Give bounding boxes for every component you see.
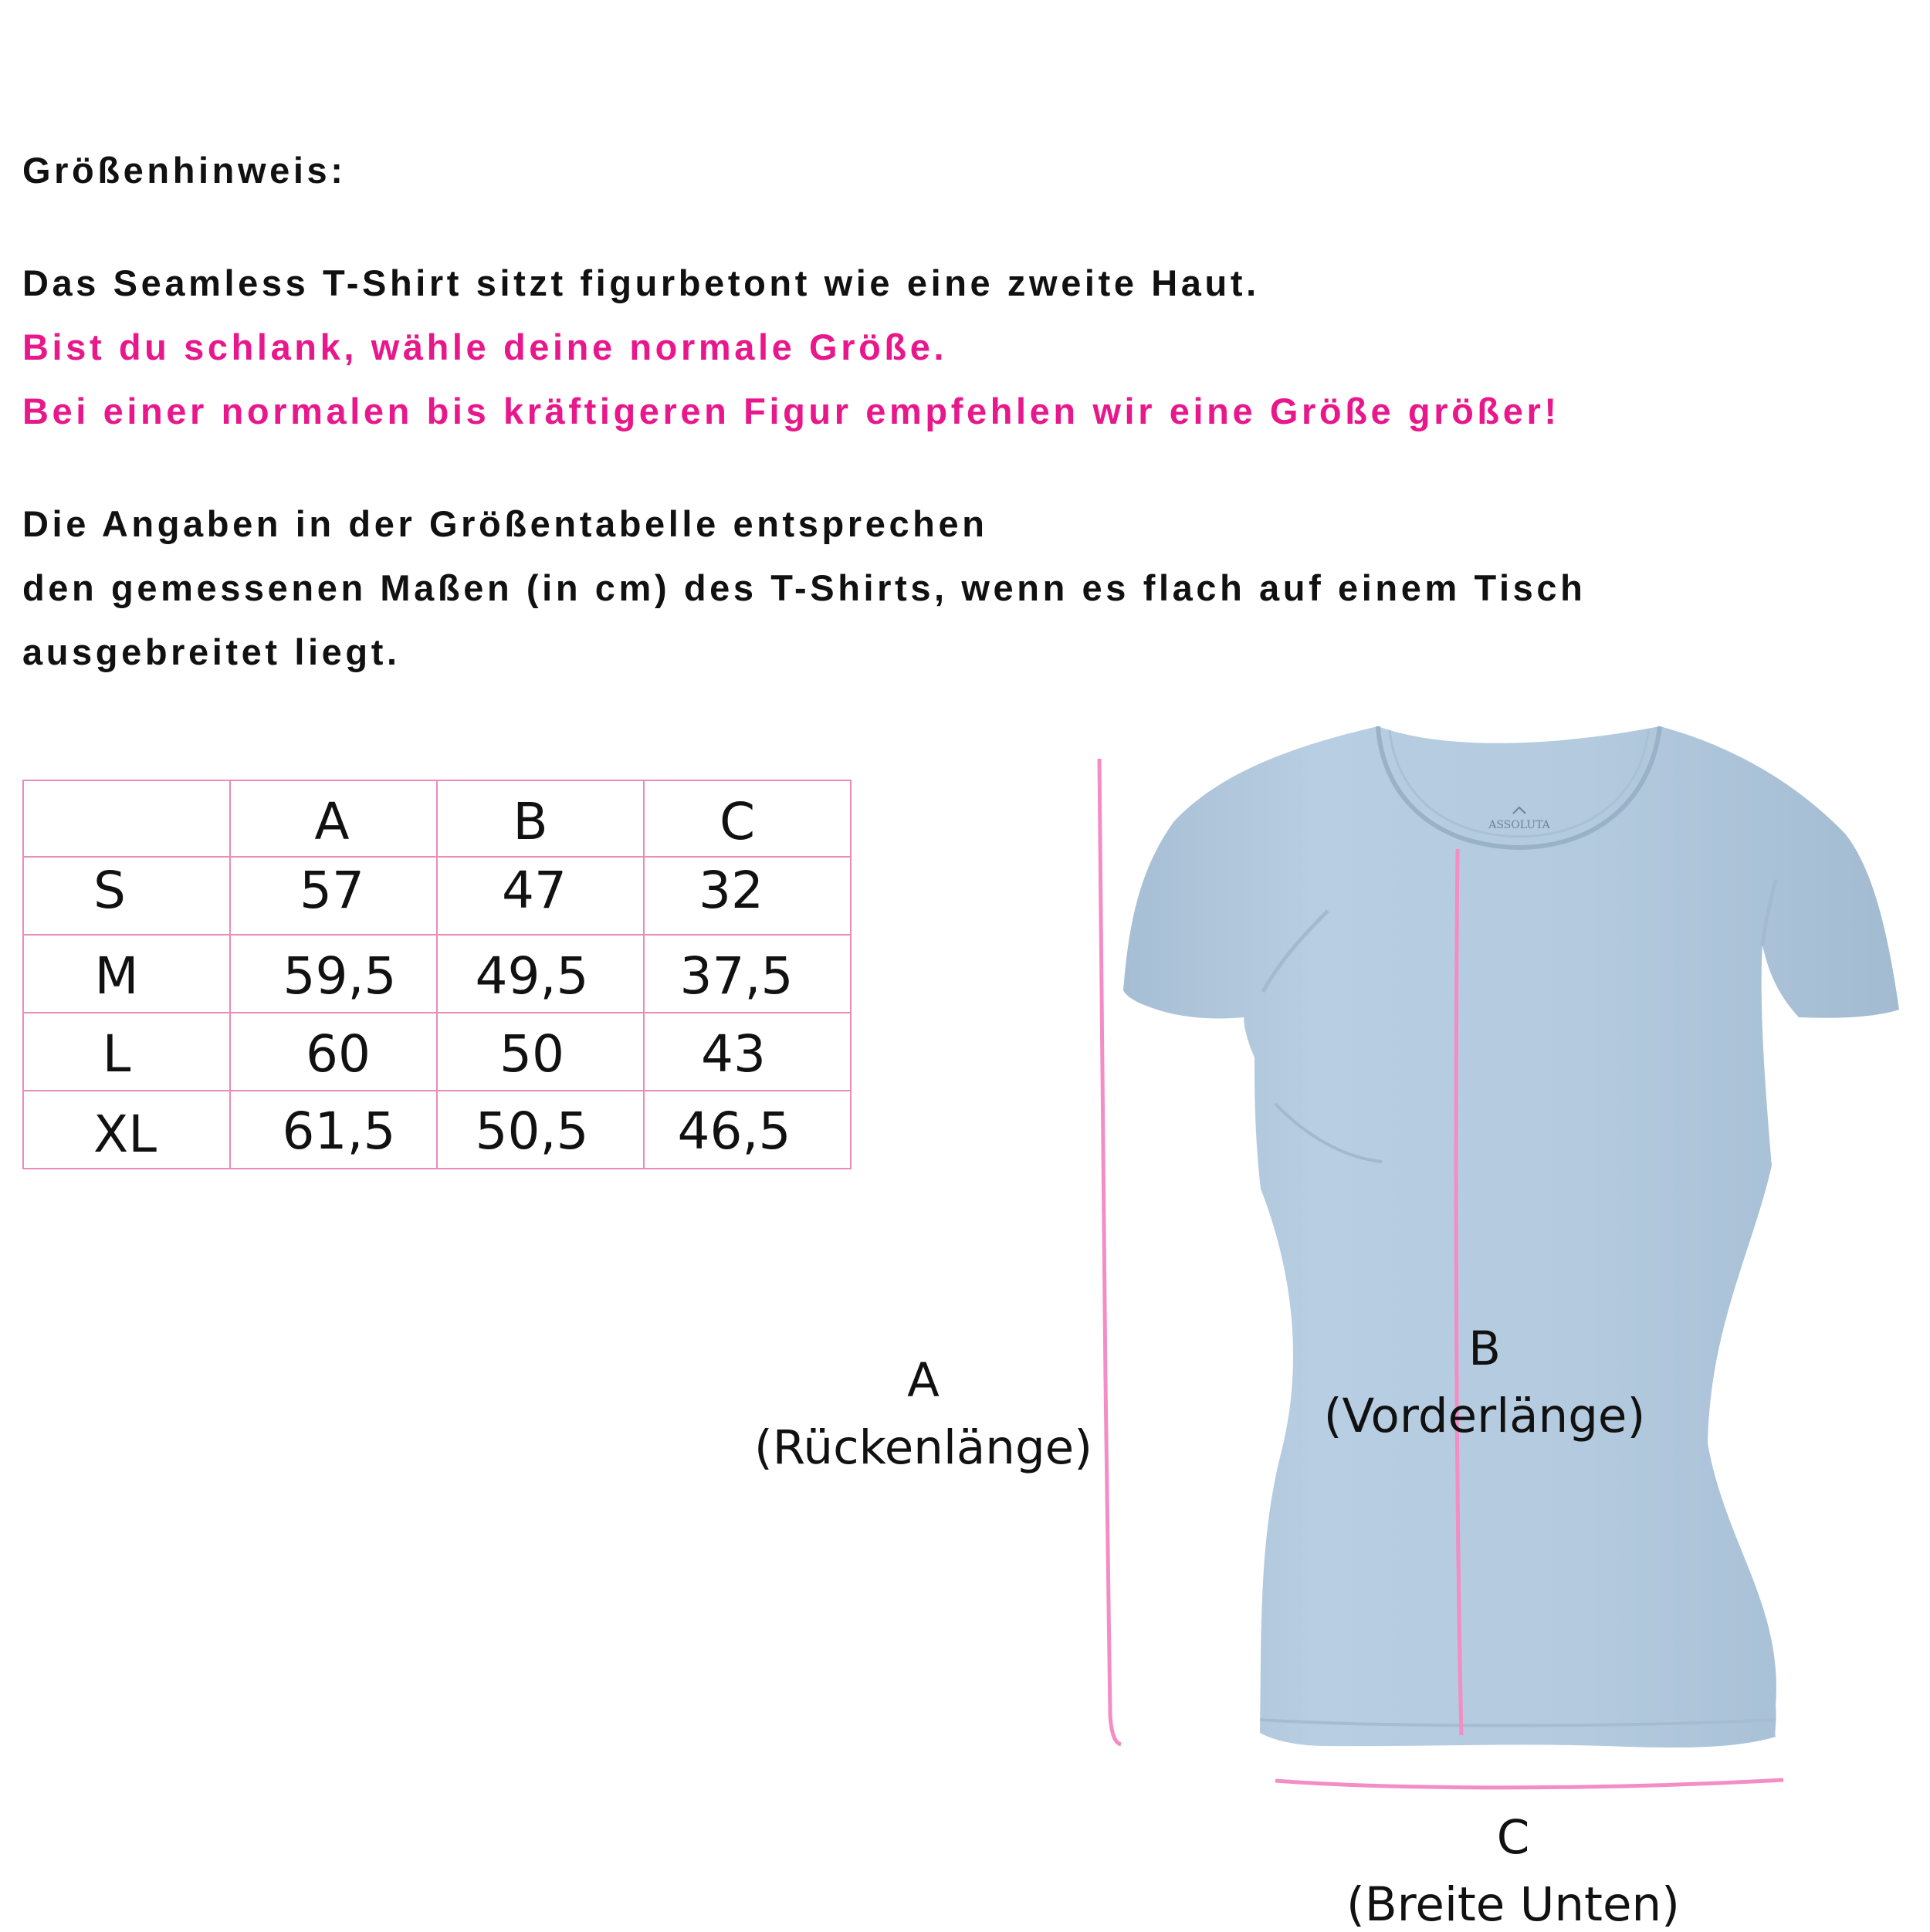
value-a-cell: 57 bbox=[230, 857, 437, 935]
size-cell: S bbox=[23, 857, 230, 935]
measure-c-letter: C bbox=[1496, 1810, 1530, 1865]
value-a-cell: 60 bbox=[230, 1013, 437, 1091]
value-c-cell: 46,5 bbox=[644, 1091, 851, 1169]
header-c: C bbox=[644, 780, 851, 857]
measure-line-a bbox=[1099, 759, 1121, 1744]
size-cell: L bbox=[23, 1013, 230, 1091]
table-explanation-line-1: Die Angaben in der Größentabelle entsprechen bbox=[22, 503, 988, 544]
value-c-cell: 43 bbox=[644, 1013, 851, 1091]
size-note-heading: Größenhinweis: bbox=[22, 150, 347, 191]
value-b-cell: 50 bbox=[437, 1013, 644, 1091]
tshirt-icon bbox=[1123, 726, 1899, 1748]
header-a: A bbox=[230, 780, 437, 857]
measure-label-b bbox=[1307, 1321, 1662, 1443]
size-up-recommendation: Bei einer normalen bis kräftigeren Figur empfehlen wir eine Größe größer! bbox=[22, 391, 1560, 431]
value-c-cell: 37,5 bbox=[644, 935, 851, 1013]
shirt-logo: ASSOLUTA bbox=[1488, 819, 1550, 831]
measure-a-letter: A bbox=[907, 1353, 940, 1408]
value-c-cell: 32 bbox=[644, 857, 851, 935]
value-b-cell: 47 bbox=[437, 857, 644, 935]
table-explanation-line-2: den gemessenen Maßen (in cm) des T-Shirts, wenn es flach auf einem Tisch bbox=[22, 567, 1586, 608]
size-cell: XL bbox=[23, 1091, 230, 1169]
value-b-cell: 50,5 bbox=[437, 1091, 644, 1169]
header-b: B bbox=[437, 780, 644, 857]
measure-a-name: (Rückenlänge) bbox=[753, 1420, 1093, 1475]
value-a-cell: 61,5 bbox=[230, 1091, 437, 1169]
measure-label-a bbox=[746, 1353, 1101, 1475]
value-b-cell: 49,5 bbox=[437, 935, 644, 1013]
measure-b-letter: B bbox=[1468, 1321, 1501, 1376]
measure-b-name: (Vorderlänge) bbox=[1323, 1389, 1646, 1443]
fit-description: Das Seamless T-Shirt sitzt figurbetont wie eine zweite Haut. bbox=[22, 262, 1260, 303]
value-a-cell: 59,5 bbox=[230, 935, 437, 1013]
measure-c-name: (Breite Unten) bbox=[1346, 1877, 1680, 1932]
slim-recommendation: Bist du schlank, wähle deine normale Größe. bbox=[22, 327, 948, 367]
measure-line-c bbox=[1275, 1780, 1783, 1788]
table-explanation-line-3: ausgebreitet liegt. bbox=[22, 631, 401, 672]
size-cell: M bbox=[23, 935, 230, 1013]
measure-label-c bbox=[1332, 1810, 1695, 1932]
